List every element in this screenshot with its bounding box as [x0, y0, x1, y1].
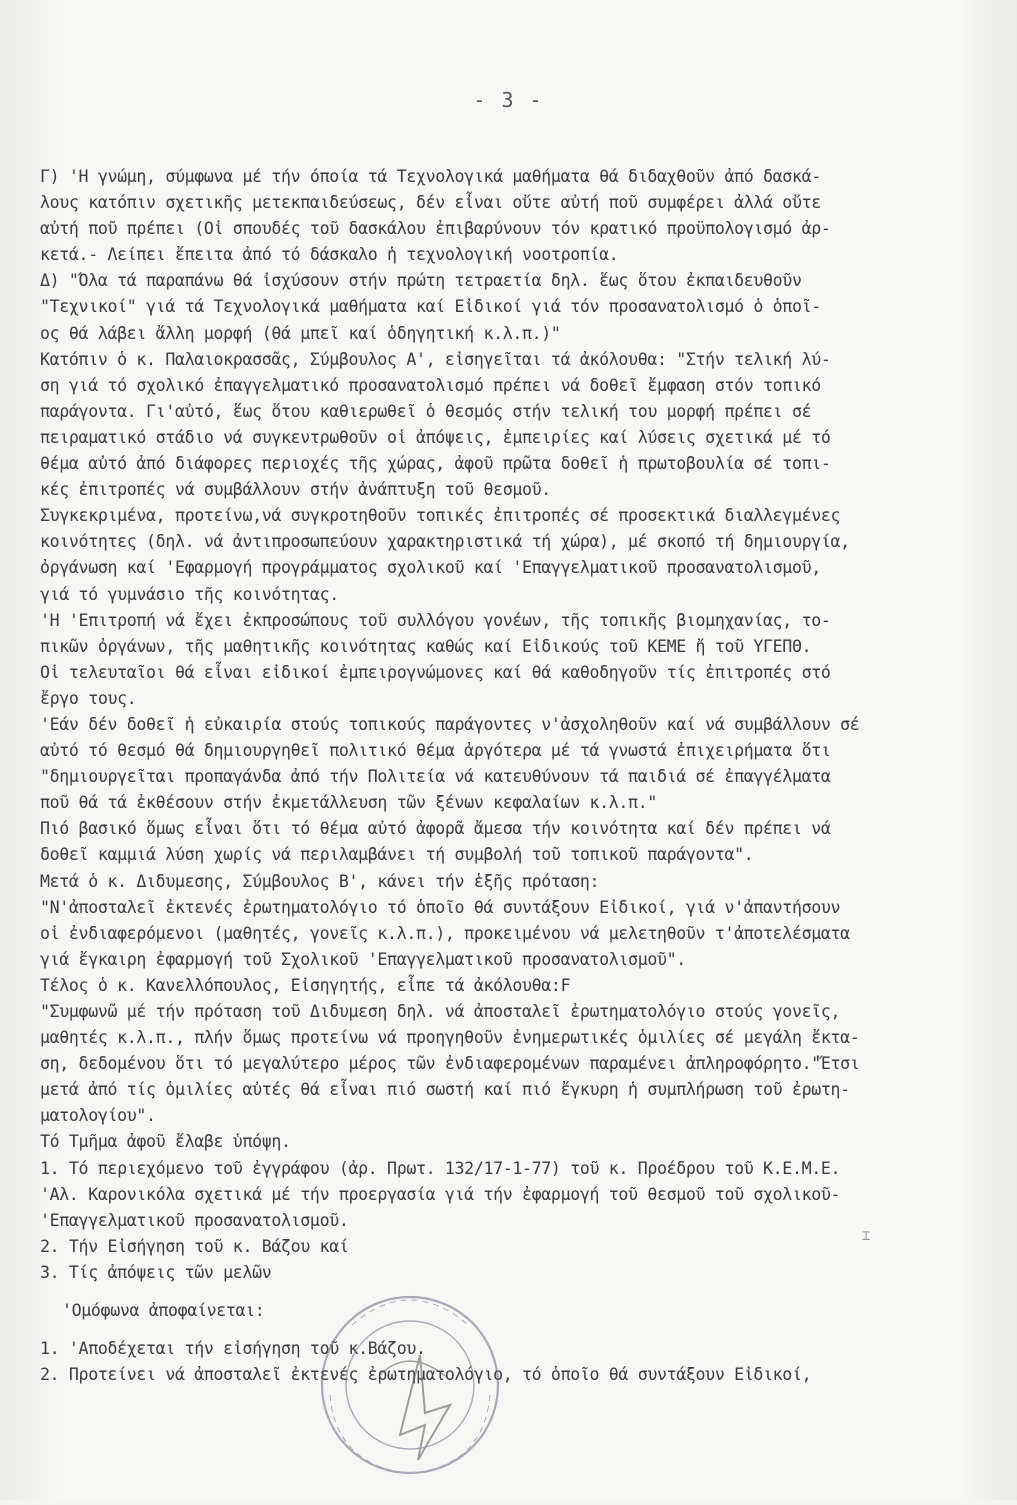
text-line: Δ) "Όλα τά παραπάνω θά ἰσχύσουν στήν πρώτη τετραετία δηλ. ἕως ὅτου ἐκπαιδευθοῦν	[40, 271, 802, 291]
body-text	[40, 164, 980, 1388]
text-line: Κατόπιν ὁ κ. Παλαιοκρασσᾶς, Σύμβουλος Α', εἰσηγεῖται τά ἀκόλουθα: "Στήν τελική λύ-	[40, 349, 831, 369]
text-line: "Ν'ἀποσταλεῖ ἐκτενές ἐρωτηματολόγιο τό ὁποῖο θά συντάξουν Εἰδικοί, γιά ν'ἀπαντήσουν	[40, 897, 841, 917]
text-line: μετά ἀπό τίς ὁμιλίες αὐτές θά εἶναι πιό σωστή καί πιό ἔγκυρη ἡ συμπλήρωση τοῦ ἐρωτη-	[40, 1080, 850, 1100]
numbered-item: 1. Τό περιεχόμενο τοῦ ἐγγράφου (ἀρ. Πρωτ. 132/17-1-77) τοῦ κ. Προέδρου τοῦ Κ.Ε.Μ.Ε.	[40, 1158, 841, 1178]
text-line: 'Η 'Επιτροπή νά ἔχει ἐκπροσώπους τοῦ συλλόγου γονέων, τῆς τοπικῆς βιομηχανίας, το-	[40, 610, 831, 630]
text-line: 'Αλ. Καρονικόλα σχετικά μέ τήν προεργασία γιά τήν ἐφαρμογή τοῦ θεσμοῦ τοῦ σχολικοῦ-	[40, 1184, 841, 1204]
decision-item: 1. 'Αποδέχεται τήν εἰσήγηση τοῦ κ.Βάζου.	[40, 1339, 426, 1359]
text-line: ση γιά τό σχολικό ἐπαγγελματικό προσανατολισμό πρέπει νά δοθεῖ ἔμφαση στόν τοπικό	[40, 375, 821, 395]
text-line: μαθητές κ.λ.π., πλήν ὅμως προτείνω νά προηγηθοῦν ἐνημερωτικές ὁμιλίες σέ μεγάλη ἔκτα-	[40, 1028, 860, 1048]
text-line: "Συμφωνῶ μέ τήν πρόταση τοῦ Διδυμεση δηλ. νά ἀποσταλεῖ ἐρωτηματολόγιο στούς γονεῖς,	[40, 1002, 841, 1021]
text-line: Οἱ τελευταῖοι θά εἶναι εἰδικοί ἐμπειρογνώμονες καί θά καθοδηγοῦν τίς ἐπιτροπές στό	[40, 662, 831, 682]
page-number: - 3 -	[473, 88, 544, 112]
text-line: ματολογίου".	[40, 1106, 156, 1126]
text-line: οἱ ἐνδιαφερόμενοι (μαθητές, γονεῖς κ.λ.π.), προκειμένου νά μελετηθοῦν τ'ἀποτελέσματα	[40, 923, 850, 943]
text-line: αὐτή ποῦ πρέπει (Οἱ σπουδές τοῦ δασκάλου ἐπιβαρύνουν τόν κρατικό προϋπολογισμό ἀρ-	[40, 219, 831, 239]
numbered-item: 3. Τίς ἀπόψεις τῶν μελῶν	[40, 1262, 272, 1282]
numbered-item: 2. Τήν Εἰσήγηση τοῦ κ. Βάζου καί	[40, 1236, 349, 1256]
text-line: γιά τό γυμνάσιο τῆς κοινότητας.	[40, 584, 339, 604]
text-line: Τό Τμῆμα ἀφοῦ ἔλαβε ὑπόψη.	[40, 1132, 291, 1152]
text-line: κετά.- Λείπει ἔπειτα ἀπό τό δάσκαλο ἡ τεχνολογική νοοτροπία.	[40, 245, 619, 265]
text-line: 'Εάν δέν δοθεῖ ἡ εὐκαιρία στούς τοπικούς παράγοντες ν'ἀσχοληθοῦν καί νά συμβάλλουν σέ	[40, 714, 860, 734]
text-line: ἔργο τους.	[40, 688, 137, 708]
text-line: Συγκεκριμένα, προτείνω,νά συγκροτηθοῦν τοπικές ἐπιτροπές σέ προσεκτικά διαλλεγμένες	[40, 506, 841, 526]
text-line: ὀργάνωση καί 'Εφαρμογή προγράμματος σχολικοῦ καί 'Επαγγελματικοῦ προσανατολισμοῦ,	[40, 558, 821, 578]
text-line: κοινότητες (δηλ. νά ἀντιπροσωπεύουν χαρακτηριστικά τή χώρα), μέ σκοπό τή δημιουργία,	[40, 532, 850, 552]
text-line: ος θά λάβει ἄλλη μορφή (θά μπεῖ καί ὁδηγητική κ.λ.π.)"	[40, 323, 561, 343]
official-seal-stamp	[300, 1285, 520, 1505]
text-line: "δημιουργεῖται προπαγάνδα ἀπό τήν Πολιτεία νά κατευθύνουν τά παιδιά σέ ἐπαγγέλματα	[40, 767, 831, 787]
text-line: γιά ἔγκαιρη ἐφαρμογή τοῦ Σχολικοῦ 'Επαγγελματικοῦ προσανατολισμοῦ".	[40, 949, 686, 969]
text-line: θέμα αὐτό ἀπό διάφορες περιοχές τῆς χώρας, ἀφοῦ πρῶτα δοθεῖ ἡ πρωτοβουλία σέ τοπι-	[40, 454, 831, 474]
text-line: Γ) 'Η γνώμη, σύμφωνα μέ τήν όποία τά Τεχνολογικά μαθήματα θά διδαχθοῦν ἀπό δασκά-	[40, 167, 821, 186]
text-line: κές ἐπιτροπές νά συμβάλλουν στήν ἀνάπτυξη τοῦ θεσμοῦ.	[40, 480, 551, 500]
text-line: Πιό βασικό ὅμως εἶναι ὅτι τό θέμα αὐτό ἀφορᾶ ἄμεσα τήν κοινότητα καί δέν πρέπει νά	[40, 819, 831, 839]
decision-heading: 'Ομόφωνα ἀποφαίνεται:	[62, 1301, 265, 1321]
text-line: ση, δεδομένου ὅτι τό μεγαλύτερο μέρος τῶν ἐνδιαφερομένων παραμένει ἀπληροφόρητο."Ἔτσι	[40, 1054, 860, 1074]
text-line: Τέλος ὁ κ. Κανελλόπουλος, Εἰσηγητής, εἶπε τά ἀκόλουθα:F	[40, 975, 571, 995]
text-line: αὐτό τό θεσμό θά δημιουργηθεῖ πολιτικό θέμα ἀργότερα μέ τά γνωστά ἐπιχειρήματα ὅτι	[40, 741, 831, 761]
decision-item: 2. Προτείνει νά ἀποσταλεῖ ἐκτενές ἐρωτηματολόγιο, τό ὁποῖο θά συντάξουν Εἰδικοί,	[40, 1365, 812, 1385]
text-line: πικῶν ὀργάνων, τῆς μαθητικῆς κοινότητας καθώς καί Εἰδικούς τοῦ ΚΕΜΕ ἤ τοῦ ΥΓΕΠΘ.	[40, 636, 812, 656]
text-line: πειραματικό στάδιο νά συγκεντρωθοῦν οἱ ἀπόψεις, ἐμπειρίες καί λύσεις σχετικά μέ τό	[40, 427, 831, 447]
margin-mark: ⌶	[862, 1228, 871, 1244]
text-line: Μετά ὁ κ. Διδυμεσης, Σύμβουλος Β', κάνει τήν ἑξῆς πρόταση:	[40, 871, 600, 891]
text-line: 'Επαγγελματικοῦ προσανατολισμοῦ.	[40, 1210, 349, 1230]
text-line: "Τεχνικοί" γιά τά Τεχνολογικά μαθήματα καί Εἰδικοί γιά τόν προσανατολισμό ὁ ὁποῖ-	[40, 297, 821, 317]
text-line: λους κατόπιν σχετικῆς μετεκπαιδεύσεως, δέν εἶναι οὔτε αὐτή ποῦ συμφέρει ἀλλά οὔτε	[40, 193, 821, 213]
text-line: ποῦ θά τά ἐκθέσουν στήν ἐκμετάλλευση τῶν ξένων κεφαλαίων κ.λ.π."	[40, 793, 657, 813]
text-line: παράγοντα. Γι'αὐτό, ἕως ὅτου καθιερωθεῖ ὁ θεσμός στήν τελική του μορφή πρέπει σέ	[40, 401, 812, 421]
text-line: δοθεῖ καμμιά λύση χωρίς νά περιλαμβάνει τή συμβολή τοῦ τοπικοῦ παράγοντα".	[40, 845, 754, 865]
